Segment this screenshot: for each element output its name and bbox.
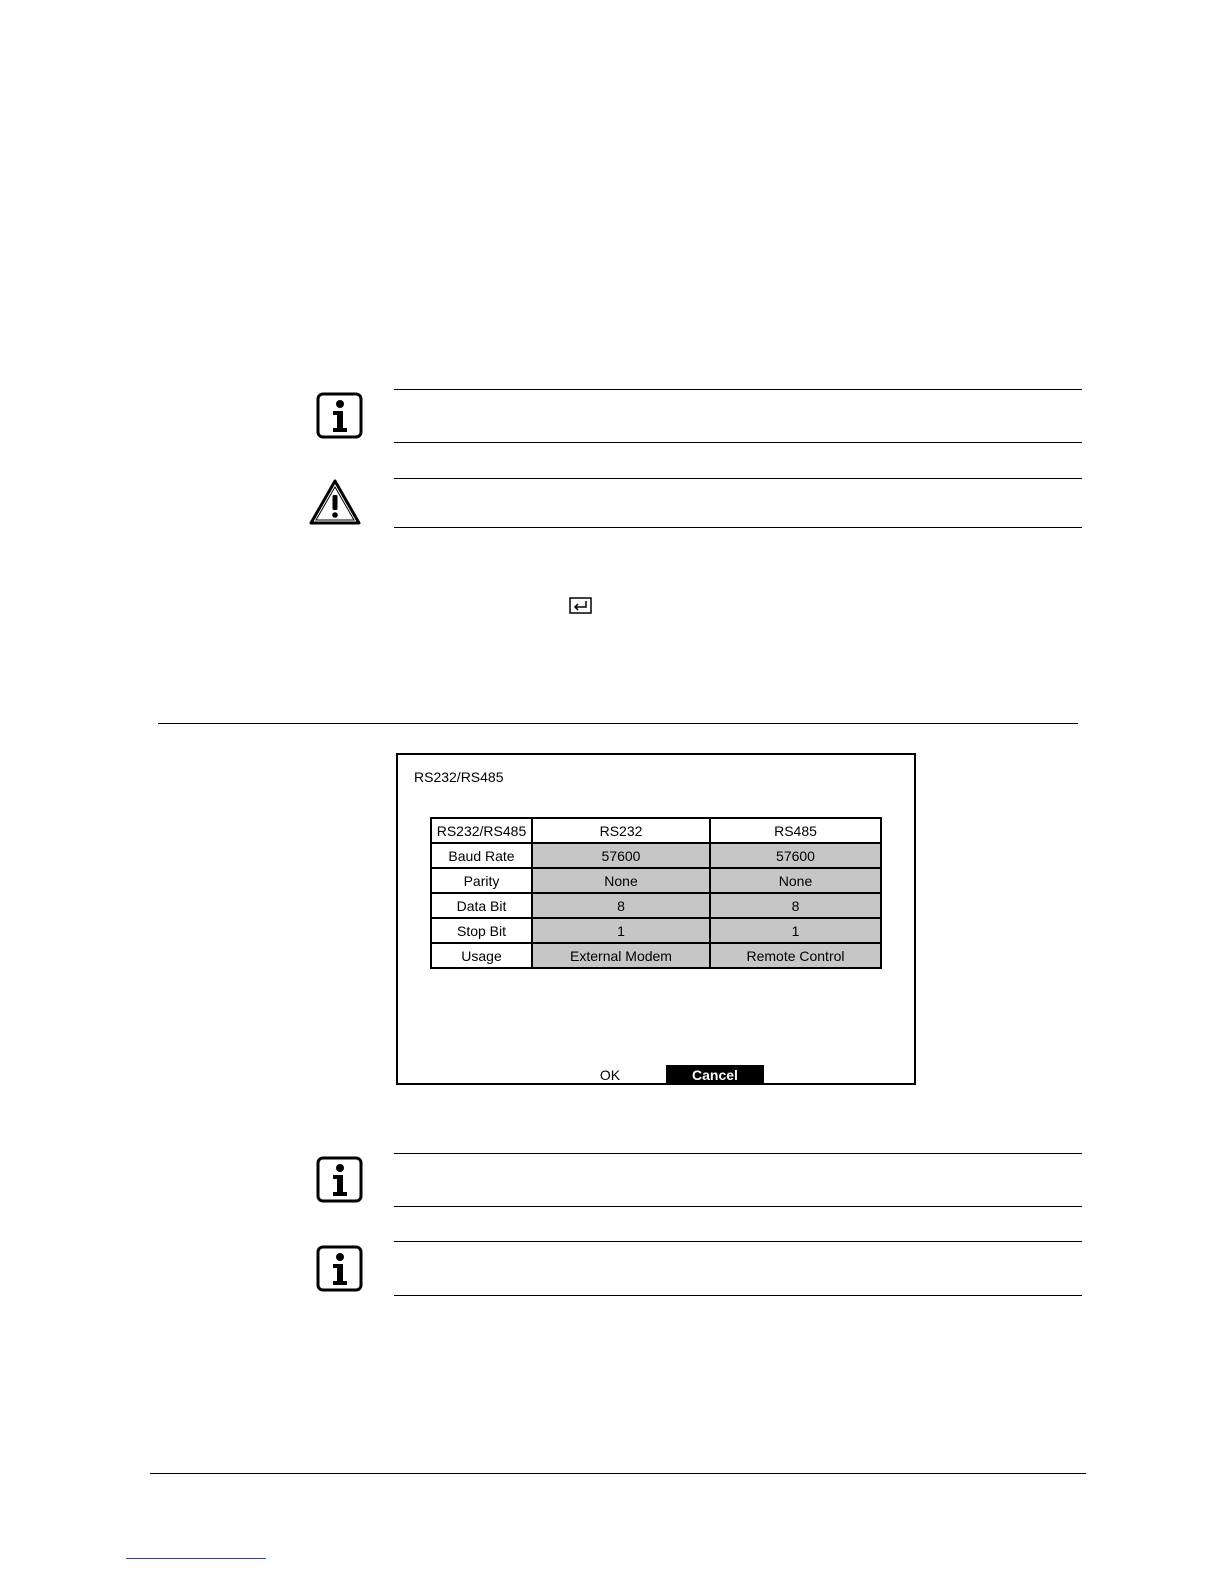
baud-rate-rs232-field[interactable]: 57600 [532,843,710,868]
data-bit-rs485-field[interactable]: 8 [710,893,881,918]
enter-key-icon [569,597,593,615]
dialog-title: RS232/RS485 [414,769,504,785]
row-label: Data Bit [431,893,532,918]
baud-rate-rs485-field[interactable]: 57600 [710,843,881,868]
info-icon [316,1156,364,1204]
row-label: Baud Rate [431,843,532,868]
data-bit-rs232-field[interactable]: 8 [532,893,710,918]
footer-link-underline [126,1558,266,1559]
stop-bit-rs232-field[interactable]: 1 [532,918,710,943]
header-cell: RS232 [532,818,710,843]
cancel-button[interactable]: Cancel [666,1065,764,1085]
table-row [431,893,881,918]
note-rule-bottom [394,442,1082,443]
table-row [431,943,881,968]
info-icon [316,1245,364,1293]
parity-rs485-field[interactable]: None [710,868,881,893]
row-label: Parity [431,868,532,893]
ok-button[interactable]: OK [599,1067,621,1083]
note-rule-top [394,1153,1082,1154]
caution-rule-top [394,478,1082,479]
table-row [431,868,881,893]
parity-rs232-field[interactable]: None [532,868,710,893]
header-cell: RS232/RS485 [431,818,532,843]
table-header-row [431,818,881,843]
footer-rule [150,1473,1086,1474]
header-cell: RS485 [710,818,881,843]
note-rule-bottom [394,1295,1082,1296]
note-rule-top [394,1241,1082,1242]
row-label: Stop Bit [431,918,532,943]
rs232-rs485-dialog [396,753,916,1085]
caution-rule-bottom [394,527,1082,528]
usage-rs232-field[interactable]: External Modem [532,943,710,968]
stop-bit-rs485-field[interactable]: 1 [710,918,881,943]
table-row [431,918,881,943]
section-divider [158,723,1078,724]
note-rule-bottom [394,1206,1082,1207]
usage-rs485-field[interactable]: Remote Control [710,943,881,968]
table-row [431,843,881,868]
row-label: Usage [431,943,532,968]
serial-settings-table [430,817,882,969]
note-rule-top [394,389,1082,390]
warning-icon [308,478,362,526]
info-icon [316,392,364,440]
